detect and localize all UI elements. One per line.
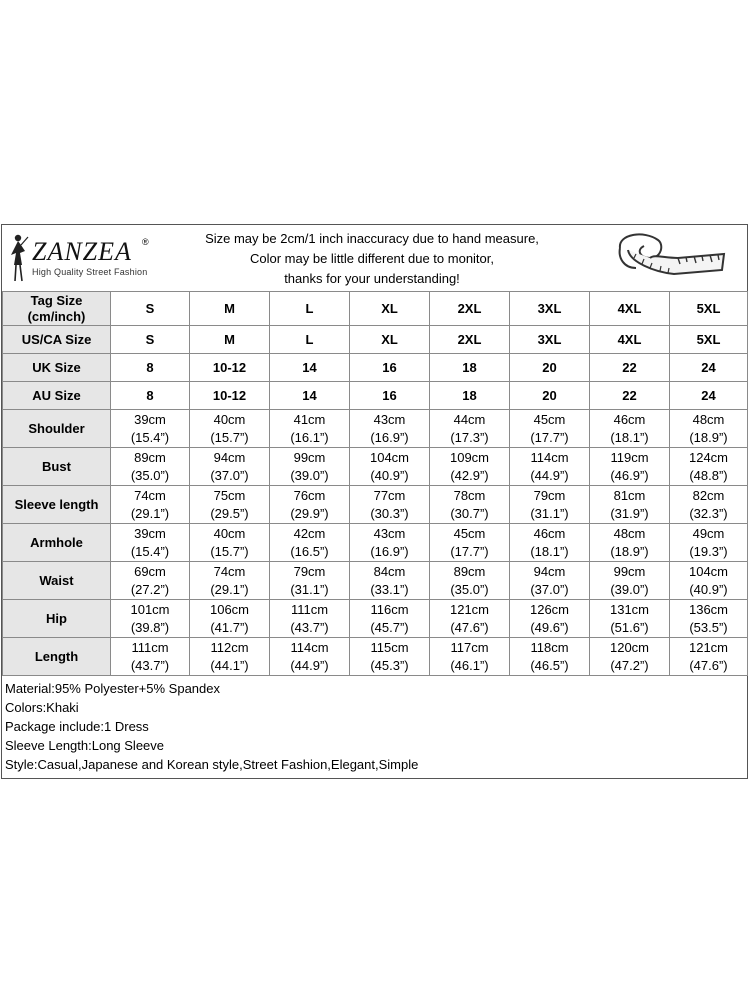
measure-cell [430, 486, 510, 524]
measure-cell [350, 486, 430, 524]
measure-inch: (43.7”) [290, 619, 329, 635]
measure-cell [670, 600, 748, 638]
measure-cell [350, 524, 430, 562]
measure-inch: (39.0”) [290, 467, 329, 483]
measure-cm: 116cm [370, 601, 409, 617]
measure-cell [190, 638, 270, 676]
notice-line: Color may be little different due to monitor, [250, 251, 494, 266]
tag-size-header [3, 292, 111, 326]
measuring-tape-icon [614, 228, 730, 288]
size-cell: 10-12 [190, 382, 270, 410]
size-cell: 4XL [590, 326, 670, 354]
measure-cm: 42cm [293, 525, 326, 541]
measure-cell [350, 448, 430, 486]
measure-cm: 69cm [134, 563, 166, 579]
measure-cell [270, 562, 350, 600]
size-row [3, 382, 748, 410]
measure-cm: 99cm [293, 449, 326, 465]
measure-cm: 89cm [453, 563, 486, 579]
measure-cm: 84cm [373, 563, 406, 579]
measure-cell [270, 410, 350, 448]
measure-inch: (16.5”) [290, 543, 329, 559]
measure-cell [510, 638, 590, 676]
measure-inch: (27.2”) [130, 581, 170, 597]
measure-cm: 44cm [453, 411, 486, 427]
measure-inch: (31.1”) [530, 505, 569, 521]
measure-cell [670, 410, 748, 448]
size-cell: 18 [430, 354, 510, 382]
size-cell: 24 [670, 382, 748, 410]
size-cell: 14 [270, 382, 350, 410]
size-cell: 14 [270, 354, 350, 382]
measure-cell [590, 524, 670, 562]
size-row [3, 326, 748, 354]
measure-cell [111, 410, 190, 448]
measure-cell [270, 638, 350, 676]
measure-cell [270, 486, 350, 524]
brand-logo [6, 229, 176, 287]
measure-row-label: Hip [3, 600, 111, 638]
measure-inch: (35.0”) [450, 581, 489, 597]
measure-cell [190, 410, 270, 448]
measure-inch: (37.0”) [210, 467, 249, 483]
measure-inch: (31.1”) [290, 581, 329, 597]
measure-inch: (17.3”) [450, 429, 489, 445]
size-cell: M [190, 292, 270, 326]
measure-row [3, 524, 748, 562]
measure-inch: (18.1”) [530, 543, 569, 559]
measure-cm: 120cm [609, 639, 650, 655]
measure-inch: (46.9”) [610, 467, 649, 483]
measure-cm: 89cm [134, 449, 166, 465]
measure-cell [350, 638, 430, 676]
measure-cell [430, 448, 510, 486]
measure-inch: (47.6”) [450, 619, 489, 635]
measure-cell [350, 410, 430, 448]
measure-cm: 49cm [692, 525, 725, 541]
measure-cm: 81cm [613, 487, 646, 503]
measure-cm: 114cm [530, 449, 569, 465]
measure-cm: 94cm [213, 449, 246, 465]
fashion-figure-icon [6, 233, 32, 285]
measure-inch: (18.1”) [610, 429, 649, 445]
measure-inch: (32.3”) [689, 505, 728, 521]
measure-inch: (39.0”) [610, 581, 649, 597]
size-cell: 20 [510, 382, 590, 410]
size-cell: S [111, 326, 190, 354]
size-cell: 8 [111, 354, 190, 382]
measure-cell [510, 410, 590, 448]
brand-name: ZANZEA [32, 237, 132, 266]
registered-mark: ® [142, 237, 149, 247]
size-cell: 2XL [430, 326, 510, 354]
measure-cm: 115cm [370, 639, 409, 655]
size-cell: 18 [430, 382, 510, 410]
measure-cell [670, 448, 748, 486]
measure-cm: 109cm [449, 449, 490, 465]
measure-row [3, 486, 748, 524]
size-row [3, 354, 748, 382]
measure-cm: 99cm [613, 563, 646, 579]
size-cell: 5XL [670, 326, 748, 354]
measure-cm: 40cm [213, 411, 246, 427]
measure-cm: 119cm [610, 449, 649, 465]
measure-cm: 75cm [213, 487, 246, 503]
measure-row-label: Sleeve length [3, 486, 111, 524]
chart-header [2, 225, 747, 292]
measure-cm: 45cm [533, 411, 566, 427]
measure-inch: (44.9”) [530, 467, 569, 483]
size-cell: 22 [590, 354, 670, 382]
measure-row [3, 638, 748, 676]
measure-row [3, 448, 748, 486]
measure-row-label: Length [3, 638, 111, 676]
size-cell: 24 [670, 354, 748, 382]
measure-inch: (39.8”) [130, 619, 170, 635]
size-cell: 2XL [430, 292, 510, 326]
measure-inch: (15.4”) [130, 429, 170, 445]
measure-cell [270, 600, 350, 638]
measure-inch: (51.6”) [610, 619, 649, 635]
size-cell: M [190, 326, 270, 354]
measure-cm: 106cm [209, 601, 250, 617]
measure-inch: (44.1”) [210, 657, 249, 673]
measure-cm: 43cm [373, 411, 406, 427]
measure-cm: 77cm [373, 487, 406, 503]
brand-tagline: High Quality Street Fashion [32, 267, 148, 277]
measure-cm: 78cm [453, 487, 486, 503]
size-row-label: AU Size [3, 382, 111, 410]
measure-row-label: Armhole [3, 524, 111, 562]
size-cell: 10-12 [190, 354, 270, 382]
measure-cm: 79cm [533, 487, 566, 503]
measure-cm: 112cm [210, 639, 249, 655]
measure-row-label: Bust [3, 448, 111, 486]
size-cell: 20 [510, 354, 590, 382]
measure-inch: (15.4”) [130, 543, 170, 559]
size-row-label: UK Size [3, 354, 111, 382]
measure-cell [590, 448, 670, 486]
measure-row [3, 562, 748, 600]
measure-cell [190, 524, 270, 562]
measure-cm: 48cm [692, 411, 725, 427]
measure-cm: 111cm [131, 639, 169, 655]
measure-inch: (19.3”) [689, 543, 728, 559]
measure-cm: 76cm [293, 487, 326, 503]
size-cell: 16 [350, 382, 430, 410]
measure-inch: (30.7”) [450, 505, 489, 521]
spec-sleeve: Sleeve Length:Long Sleeve [5, 738, 165, 753]
size-chart [1, 224, 748, 779]
measure-cm: 39cm [134, 525, 166, 541]
measure-cell [510, 524, 590, 562]
size-cell: 3XL [510, 326, 590, 354]
measure-inch: (47.2”) [610, 657, 649, 673]
measure-cm: 114cm [290, 639, 329, 655]
measure-cell [670, 524, 748, 562]
measure-cell [270, 448, 350, 486]
measure-inch: (16.1”) [290, 429, 329, 445]
size-cell: L [270, 326, 350, 354]
notice-line: Size may be 2cm/1 inch inaccuracy due to hand measure, [205, 231, 539, 246]
measure-cell [190, 562, 270, 600]
tag-size-unit: (cm/inch) [27, 308, 86, 324]
measure-cm: 111cm [290, 601, 329, 617]
measure-inch: (41.7”) [210, 619, 249, 635]
measure-cell [670, 638, 748, 676]
measure-cell [590, 600, 670, 638]
size-cell: XL [350, 326, 430, 354]
measure-cell [510, 562, 590, 600]
measure-cm: 104cm [369, 449, 410, 465]
size-row [3, 292, 748, 326]
product-specs [5, 679, 418, 774]
spec-package: Package include:1 Dress [5, 719, 149, 734]
measure-cm: 118cm [530, 639, 569, 655]
measure-cm: 45cm [453, 525, 486, 541]
measure-cm: 74cm [213, 563, 246, 579]
size-cell: 4XL [590, 292, 670, 326]
measure-cell [111, 638, 190, 676]
measure-cell [510, 448, 590, 486]
measure-cm: 82cm [692, 487, 725, 503]
measure-inch: (18.9”) [610, 543, 649, 559]
measure-cell [670, 486, 748, 524]
measure-cm: 124cm [688, 449, 729, 465]
measure-cm: 121cm [449, 601, 490, 617]
measure-inch: (45.3”) [370, 657, 409, 673]
measure-cm: 94cm [533, 563, 566, 579]
measure-cell [190, 486, 270, 524]
measure-cell [510, 600, 590, 638]
measure-inch: (33.1”) [370, 581, 409, 597]
measure-cell [111, 486, 190, 524]
measure-inch: (42.9”) [450, 467, 489, 483]
measure-cm: 79cm [293, 563, 326, 579]
notice-line: thanks for your understanding! [284, 271, 460, 286]
size-cell: S [111, 292, 190, 326]
measure-row-label: Waist [3, 562, 111, 600]
measure-inch: (45.7”) [370, 619, 409, 635]
measure-inch: (53.5”) [689, 619, 728, 635]
measure-cell [590, 410, 670, 448]
spec-material: Material:95% Polyester+5% Spandex [5, 681, 220, 696]
measure-inch: (40.9”) [689, 581, 728, 597]
size-cell: 16 [350, 354, 430, 382]
measure-inch: (46.1”) [450, 657, 489, 673]
measure-cell [190, 448, 270, 486]
measure-inch: (29.5”) [210, 505, 249, 521]
measure-cm: 74cm [134, 487, 166, 503]
measure-cell [111, 448, 190, 486]
measure-inch: (18.9”) [689, 429, 728, 445]
measure-cell [590, 638, 670, 676]
measure-cm: 121cm [688, 639, 729, 655]
measure-row [3, 410, 748, 448]
measure-inch: (43.7”) [130, 657, 170, 673]
measure-cm: 48cm [613, 525, 646, 541]
measure-cell [111, 562, 190, 600]
measure-cell [430, 410, 510, 448]
measure-inch: (29.9”) [290, 505, 329, 521]
spec-colors: Colors:Khaki [5, 700, 79, 715]
measure-cm: 40cm [213, 525, 246, 541]
size-cell: 8 [111, 382, 190, 410]
measure-cm: 101cm [130, 601, 170, 617]
size-cell: L [270, 292, 350, 326]
measure-inch: (40.9”) [370, 467, 409, 483]
measure-cell [350, 600, 430, 638]
measure-cell [590, 562, 670, 600]
measure-cell [430, 600, 510, 638]
measure-cell [590, 486, 670, 524]
measure-cm: 104cm [688, 563, 729, 579]
measure-cell [430, 562, 510, 600]
measure-inch: (16.9”) [370, 429, 409, 445]
measure-cm: 126cm [529, 601, 570, 617]
measure-cell [190, 600, 270, 638]
measure-inch: (29.1”) [130, 505, 170, 521]
measure-cm: 46cm [613, 411, 646, 427]
measurement-notice [182, 229, 562, 289]
measure-cell [670, 562, 748, 600]
size-cell: 3XL [510, 292, 590, 326]
size-cell: 22 [590, 382, 670, 410]
measure-inch: (30.3”) [370, 505, 409, 521]
measure-inch: (37.0”) [530, 581, 569, 597]
measure-inch: (47.6”) [689, 657, 728, 673]
measure-inch: (16.9”) [370, 543, 409, 559]
measure-row [3, 600, 748, 638]
measure-inch: (46.5”) [530, 657, 569, 673]
measure-cell [270, 524, 350, 562]
tag-size-label: Tag Size [30, 292, 83, 308]
measure-cm: 43cm [373, 525, 406, 541]
measure-cell [510, 486, 590, 524]
measure-inch: (17.7”) [450, 543, 489, 559]
size-row-label: US/CA Size [3, 326, 111, 354]
measure-cm: 117cm [450, 639, 489, 655]
measure-inch: (17.7”) [530, 429, 569, 445]
measure-cm: 41cm [293, 411, 326, 427]
measure-inch: (31.9”) [610, 505, 649, 521]
size-cell: XL [350, 292, 430, 326]
measure-cell [111, 600, 190, 638]
measure-row-label: Shoulder [3, 410, 111, 448]
measure-inch: (15.7”) [210, 543, 249, 559]
spec-style: Style:Casual,Japanese and Korean style,Street Fashion,Elegant,Simple [5, 757, 419, 772]
measure-cm: 39cm [134, 411, 166, 427]
measure-inch: (35.0”) [130, 467, 170, 483]
measure-inch: (49.6”) [530, 619, 569, 635]
measure-cm: 131cm [609, 601, 650, 617]
size-cell: 5XL [670, 292, 748, 326]
measure-inch: (48.8”) [689, 467, 728, 483]
size-table [2, 291, 748, 676]
measure-cell [430, 524, 510, 562]
measure-inch: (44.9”) [290, 657, 329, 673]
measure-cell [430, 638, 510, 676]
measure-cell [350, 562, 430, 600]
measure-inch: (29.1”) [210, 581, 249, 597]
measure-cm: 136cm [688, 601, 729, 617]
measure-cell [111, 524, 190, 562]
measure-cm: 46cm [533, 525, 566, 541]
measure-inch: (15.7”) [210, 429, 249, 445]
